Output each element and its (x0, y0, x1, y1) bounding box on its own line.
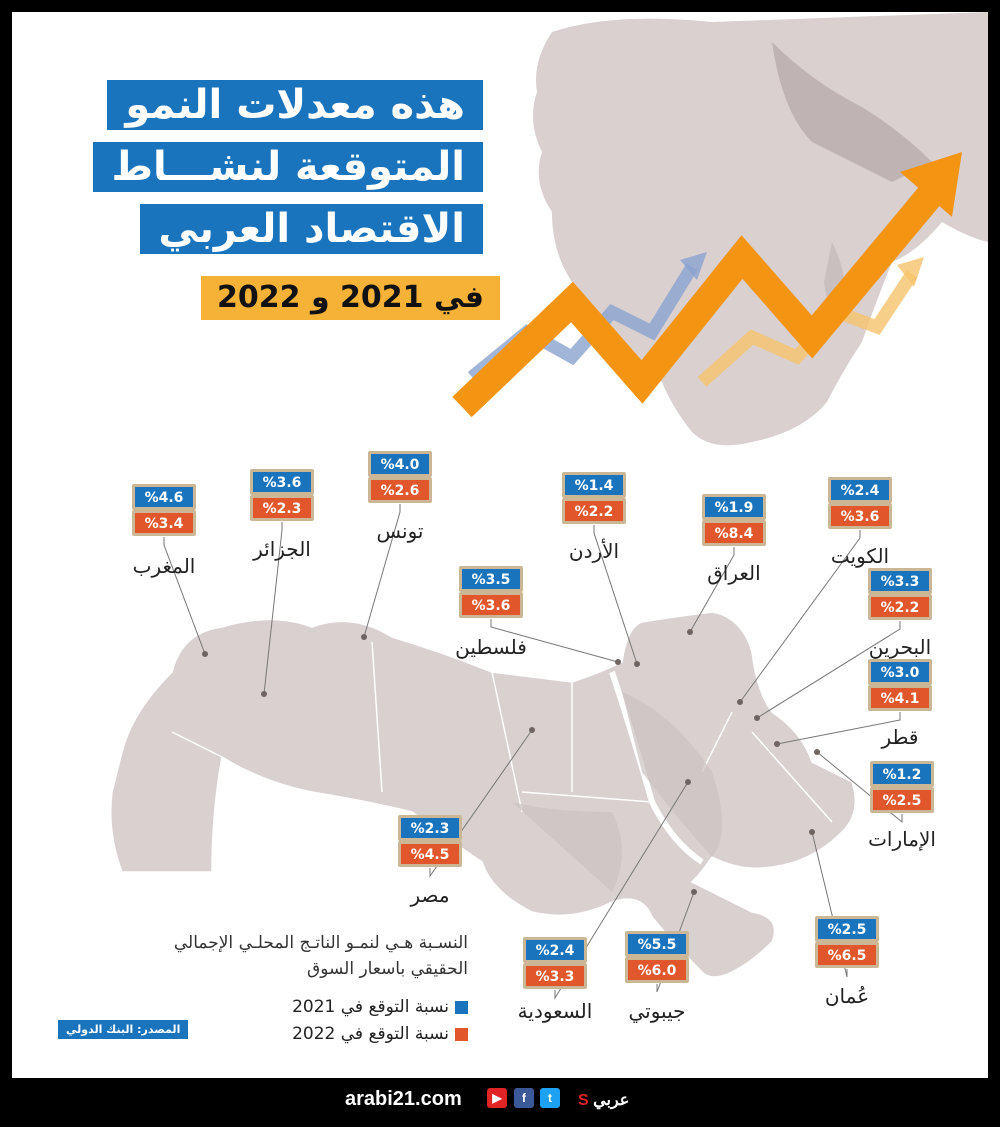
callout-10-2022-label: %4.5 (410, 847, 450, 863)
site-link[interactable]: arabi21.com (345, 1088, 462, 1110)
chart-subtitle: في 2021 و 2022 (201, 276, 500, 320)
callout-5-country-name: الكويت (830, 544, 890, 568)
callout-9-country-name: الإمارات (868, 827, 936, 851)
callout-3-anchor-dot (634, 661, 640, 667)
region-map (111, 612, 856, 977)
arabi21-logo[interactable] (578, 1090, 629, 1110)
callout-1-country-name: الجزائر (253, 537, 311, 561)
callout-11-2022-label: %6.5 (827, 948, 867, 964)
callout-11-country-name: عُمان (824, 984, 870, 1008)
legend-swatch-2022 (455, 1028, 468, 1041)
callout-10-anchor-dot (529, 727, 535, 733)
callout-6-country-name: فلسطين (455, 635, 527, 659)
legend-label-2022: نسبة التوقع في 2022 (292, 1024, 449, 1044)
callout-11-2021-label: %2.5 (827, 922, 867, 938)
callout-0-country-name: المغرب (132, 554, 196, 578)
callout-6-anchor-dot (615, 659, 621, 665)
callout-8-anchor-dot (774, 741, 780, 747)
note-line-2: الحقيقي باسعار السوق (307, 959, 468, 979)
callout-3-2022-label: %2.2 (574, 504, 614, 520)
callout-0-2022-label: %3.4 (144, 516, 184, 532)
callout-9-2021-label: %1.2 (882, 767, 922, 783)
callout-6-2021-label: %3.5 (471, 572, 511, 588)
callout-8-2022-label: %4.1 (880, 691, 920, 707)
callout-12-anchor-dot (685, 779, 691, 785)
callout-13-country-name: جيبوتي (628, 999, 686, 1023)
legend-label-2021: نسبة التوقع في 2021 (292, 997, 449, 1017)
callout-13-anchor-dot (691, 889, 697, 895)
callout-4-country-name: العراق (707, 561, 761, 585)
callout-7-2021-label: %3.3 (880, 574, 920, 590)
callout-4-2022-label: %8.4 (714, 526, 754, 542)
legend-swatch-2021 (455, 1001, 468, 1014)
callout-2-country-name: تونس (376, 519, 424, 543)
callout-7-anchor-dot (754, 715, 760, 721)
facebook-icon[interactable]: f (514, 1088, 534, 1108)
callout-7-2022-label: %2.2 (880, 600, 920, 616)
infographic-canvas (12, 12, 988, 1078)
callout-12-country-name: السعودية (517, 999, 593, 1023)
legend-item-2022 (292, 1024, 468, 1044)
twitter-icon[interactable]: t (540, 1088, 560, 1108)
callout-4-anchor-dot (687, 629, 693, 635)
title-line-3: الاقتصاد العربي (140, 204, 483, 254)
callout-11-anchor-dot (809, 829, 815, 835)
callout-8-country-name: قطر (881, 725, 919, 749)
callout-9-2022-label: %2.5 (882, 793, 922, 809)
callout-5-anchor-dot (737, 699, 743, 705)
logo-text: عربي (593, 1092, 630, 1109)
callout-8-2021-label: %3.0 (880, 665, 920, 681)
callout-1-2021-label: %3.6 (262, 475, 302, 491)
source-badge: المصدر: البنك الدولي (58, 1020, 188, 1039)
callout-7-country-name: البحرين (868, 635, 932, 659)
callout-10-2021-label: %2.3 (410, 821, 450, 837)
callout-3-country-name: الأردن (568, 539, 620, 563)
callout-1-2022-label: %2.3 (262, 501, 302, 517)
callout-12-2021-label: %2.4 (535, 943, 575, 959)
note-line-1: النسـبة هـي لنمـو الناتـج المحلـي الإجمالي (173, 933, 468, 953)
callout-13-2022-label: %6.0 (637, 963, 677, 979)
title-line-1: هذه معدلات النمو (107, 80, 483, 130)
callout-0-anchor-dot (202, 651, 208, 657)
callout-1-anchor-dot (261, 691, 267, 697)
callout-2-2021-label: %4.0 (380, 457, 420, 473)
callout-10-country-name: مصر (410, 883, 450, 907)
callout-4-2021-label: %1.9 (714, 500, 754, 516)
callout-2-anchor-dot (361, 634, 367, 640)
callout-5-2021-label: %2.4 (840, 483, 880, 499)
youtube-icon[interactable]: ▶ (487, 1088, 507, 1108)
callout-2-2022-label: %2.6 (380, 483, 420, 499)
title-line-2: المتوقعة لنشـــاط (93, 142, 483, 192)
legend-item-2021 (292, 997, 468, 1017)
callout-5-2022-label: %3.6 (840, 509, 880, 525)
callout-3-2021-label: %1.4 (574, 478, 614, 494)
callout-0-2021-label: %4.6 (144, 490, 184, 506)
callout-9-anchor-dot (814, 749, 820, 755)
callout-6-2022-label: %3.6 (471, 598, 511, 614)
logo-mark: S (578, 1092, 594, 1109)
callout-13-2021-label: %5.5 (637, 937, 677, 953)
callout-12-2022-label: %3.3 (535, 969, 575, 985)
